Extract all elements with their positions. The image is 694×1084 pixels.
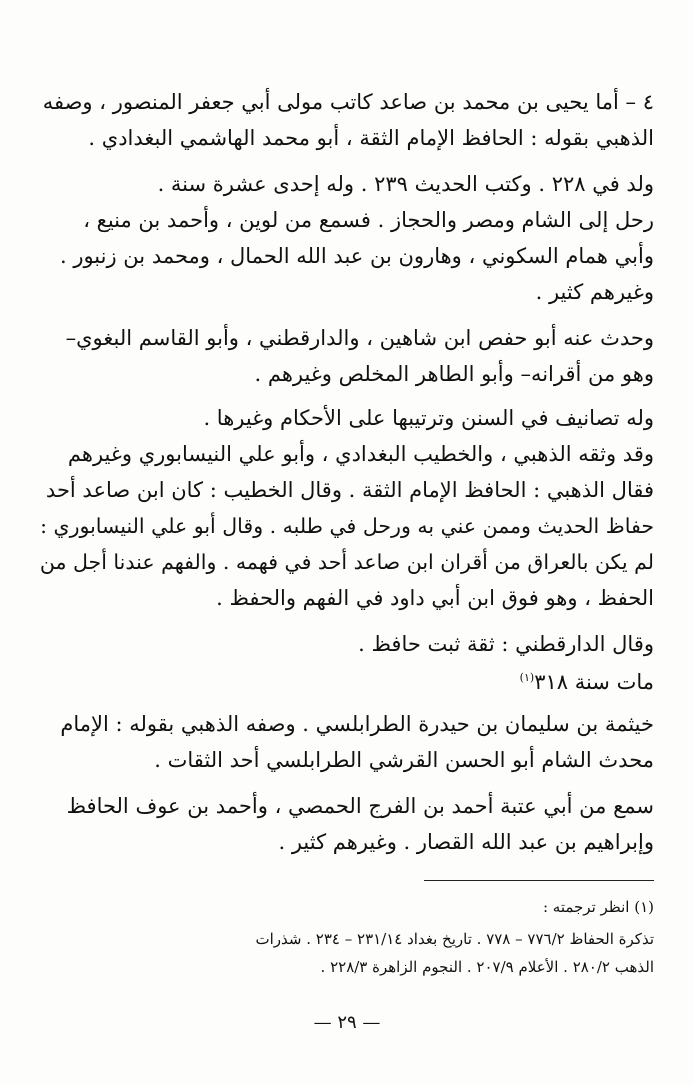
- footnote-line: (١) انظر ترجمته :: [542, 898, 654, 916]
- footnote-divider: [424, 880, 654, 881]
- text-line: وله تصانيف في السنن وترتيبها على الأحكام وغيرها .: [203, 406, 654, 430]
- text-line: وحدث عنه أبو حفص ابن شاهين ، والدارقطني ، وأبو القاسم البغوي–: [65, 326, 654, 350]
- text-line: وقال الدارقطني : ثقة ثبت حافظ .: [358, 632, 654, 656]
- text-line: محدث الشام أبو الحسن القرشي الطرابلسي أحد الثقات .: [154, 748, 654, 772]
- footnote-marker: (١): [519, 671, 535, 684]
- text-line: وقد وثقه الذهبي ، والخطيب البغدادي ، وأبو علي النيسابوري وغيرهم: [67, 442, 654, 466]
- death-year-text: مات سنة ٣١٨: [534, 670, 654, 694]
- text-line: الحفظ ، وهو فوق ابن أبي داود في الفهم والحفظ .: [216, 586, 654, 610]
- text-line: وهو من أقرانه– وأبو الطاهر المخلص وغيرهم .: [254, 362, 654, 386]
- text-line: فقال الذهبي : الحافظ الإمام الثقة . وقال الخطيب : كان ابن صاعد أحد: [45, 478, 654, 502]
- text-line: رحل إلى الشام ومصر والحجاز . فسمع من لوين ، وأحمد بن منيع ،: [83, 208, 654, 232]
- text-line: حفاظ الحديث وممن عني به ورحل في طلبه . وقال أبو علي النيسابوري :: [40, 514, 654, 538]
- text-line: سمع من أبي عتبة أحمد بن الفرج الحمصي ، وأحمد بن عوف الحافظ: [66, 794, 654, 818]
- text-line: الذهبي بقوله : الحافظ الإمام الثقة ، أبو محمد الهاشمي البغدادي .: [88, 126, 654, 150]
- text-line: ٤ – أما يحيى بن محمد بن صاعد كاتب مولى أبي جعفر المنصور ، وصفه: [42, 90, 654, 114]
- text-line: وأبي همام السكوني ، وهارون بن عبد الله الحمال ، ومحمد بن زنبور .: [59, 244, 654, 268]
- text-line: خيثمة بن سليمان بن حيدرة الطرابلسي . وصفه الذهبي بقوله : الإمام: [60, 712, 654, 736]
- footnote-line: تذكرة الحفاظ ٧٧٦/٢ – ٧٧٨ . تاريخ بغداد ٢٣١/١٤ – ٢٣٤ . شذرات: [255, 930, 654, 948]
- page-number: — ٢٩ —: [313, 1012, 381, 1033]
- text-line: لم يكن بالعراق من أقران ابن صاعد أحد في فهمه . والفهم عندنا أجل من: [39, 550, 654, 574]
- text-line: [520, 662, 654, 698]
- text-line: وإبراهيم بن عبد الله القصار . وغيرهم كثير .: [278, 830, 654, 854]
- text-line: وغيرهم كثير .: [535, 280, 654, 304]
- text-line: ولد في ٢٢٨ . وكتب الحديث ٢٣٩ . وله إحدى عشرة سنة .: [157, 172, 654, 196]
- footnote-line: الذهب ٢٨٠/٢ . الأعلام ٢٠٧/٩ . النجوم الزاهرة ٢٢٨/٣ .: [320, 958, 654, 976]
